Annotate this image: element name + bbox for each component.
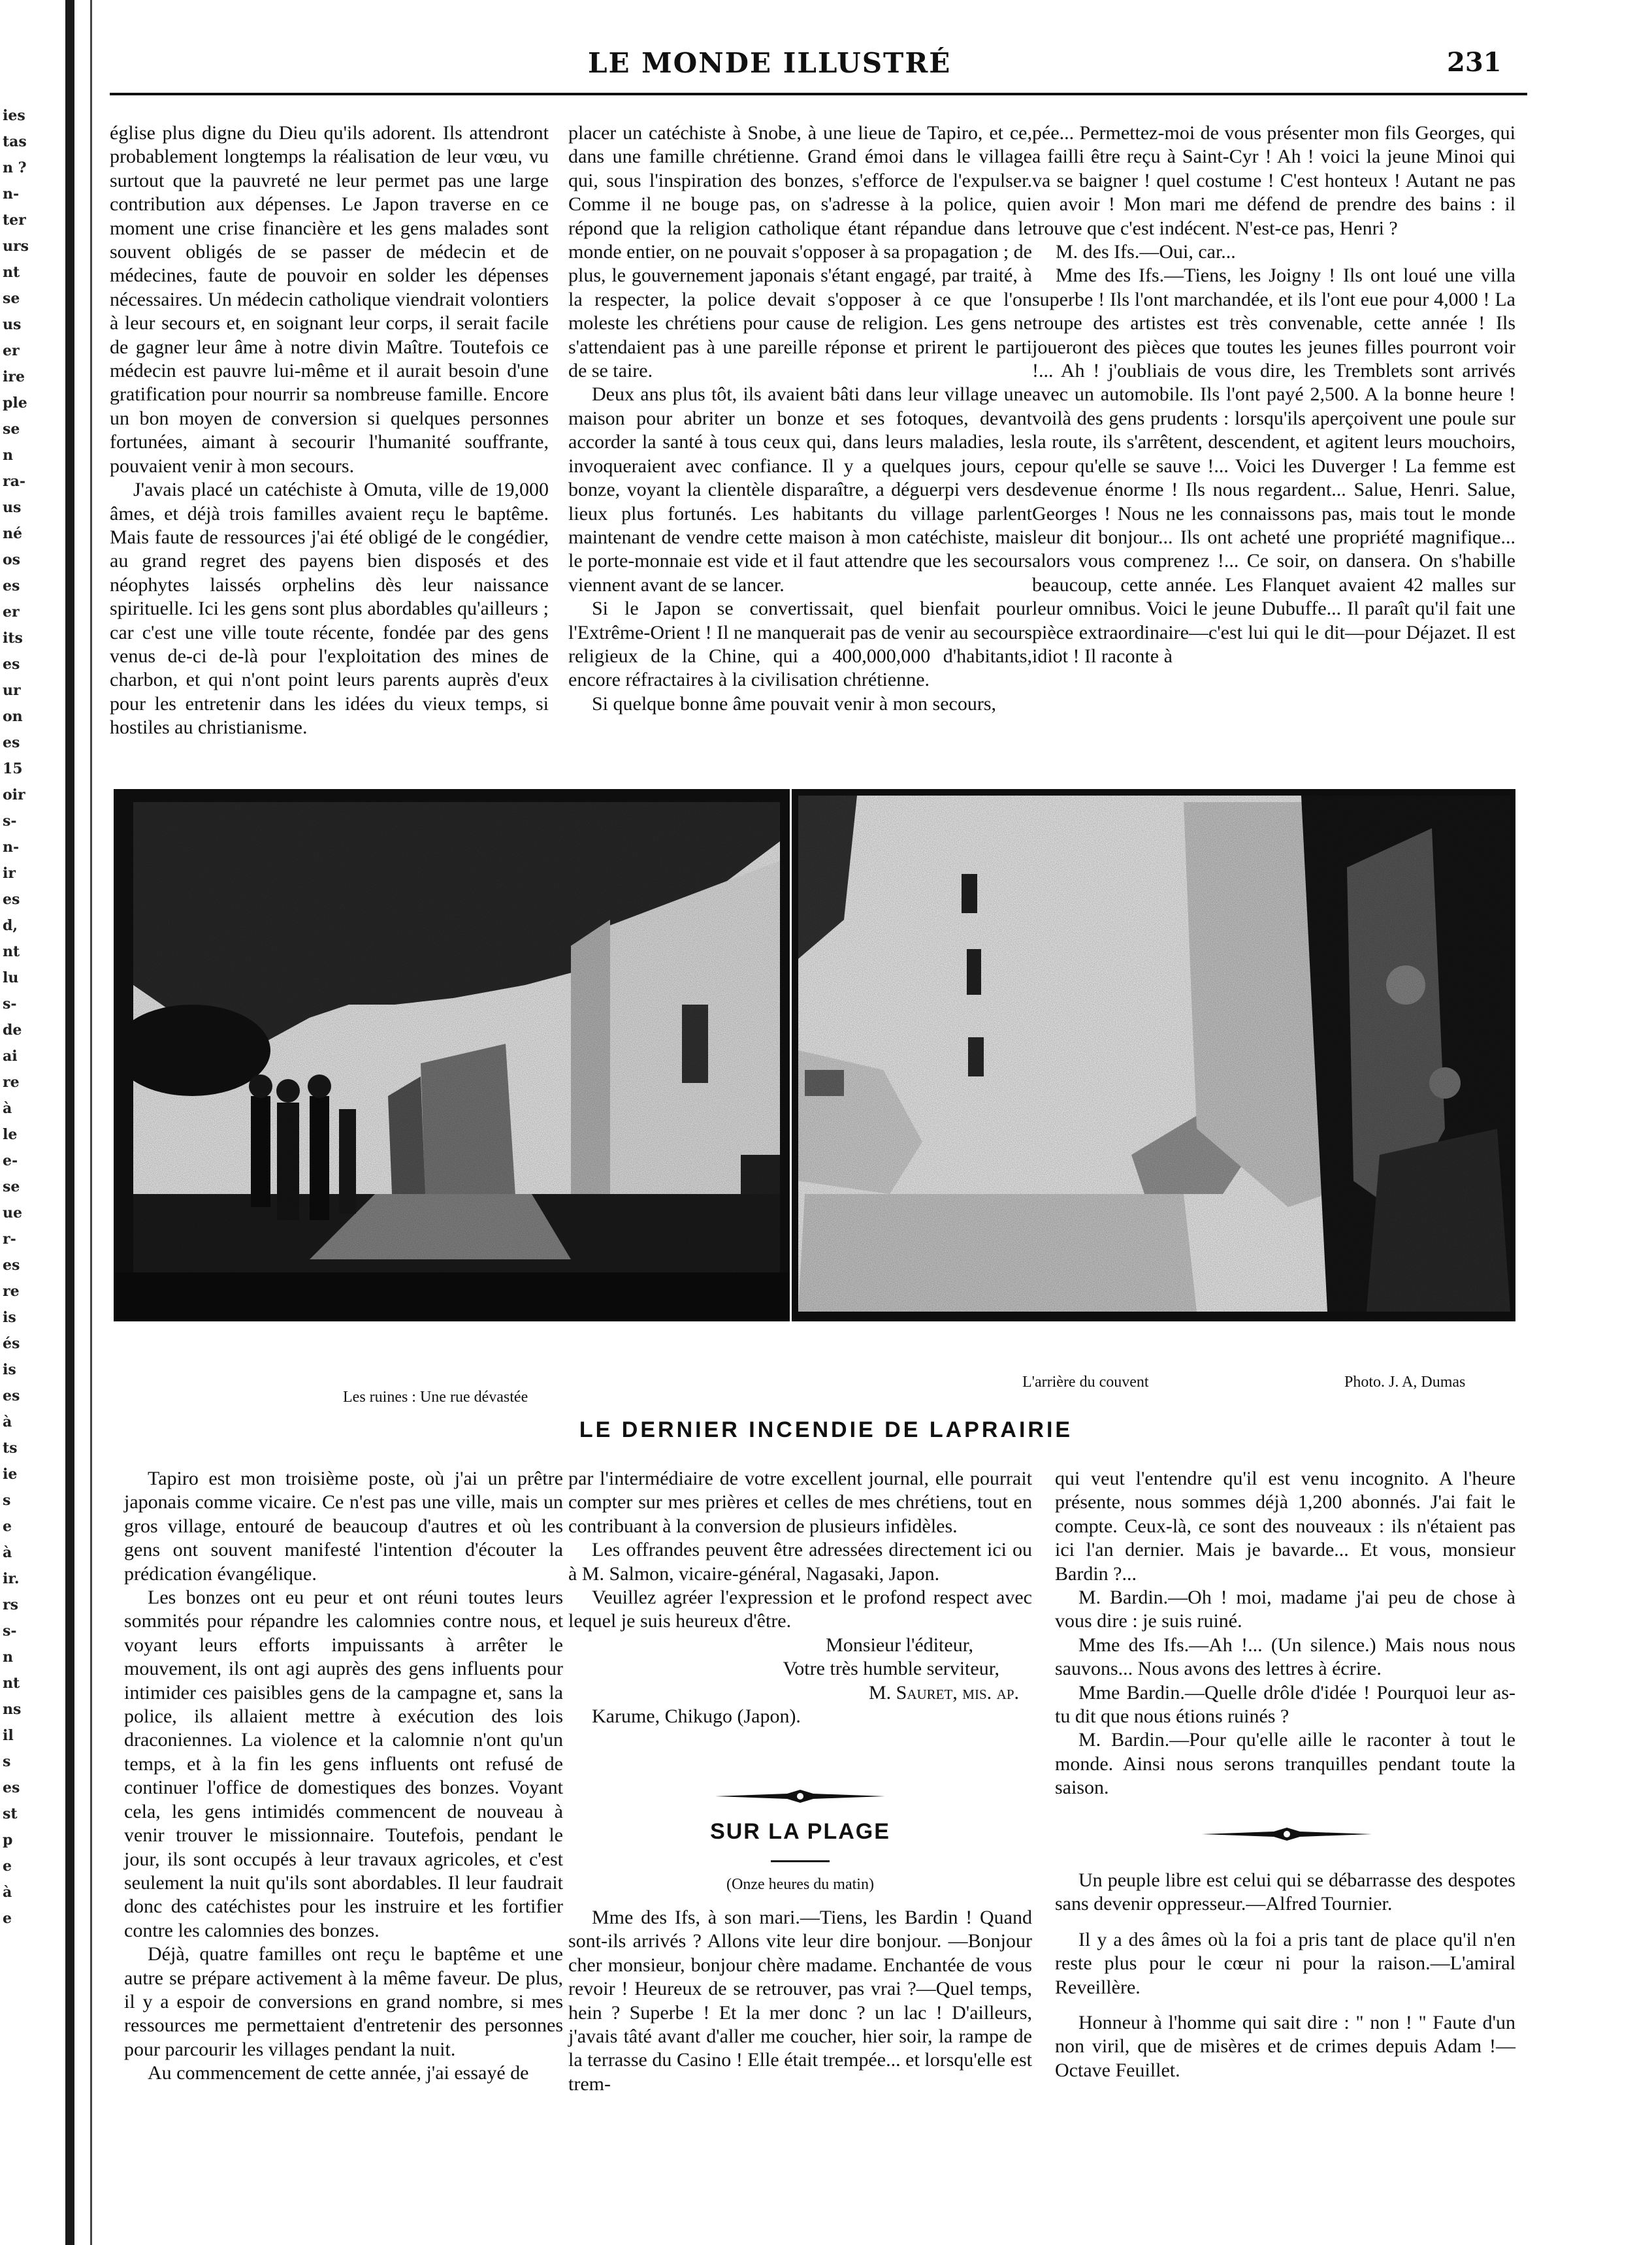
ornament-divider bbox=[715, 1790, 885, 1803]
paragraph: Les offrandes peuvent être adressées directement ici ou à M. Salmon, vicaire-général, Nagasaki, Japon. bbox=[568, 1539, 1032, 1585]
gutter-fragment: urs bbox=[3, 238, 29, 255]
paragraph: Mme des Ifs.—Ah !... (Un silence.) Mais nous nous sauvons... Nous avons des lettres à écrire. bbox=[1055, 1634, 1515, 1680]
gutter-fragment: rs bbox=[3, 1596, 18, 1613]
gutter-fragment: se bbox=[3, 290, 20, 307]
gutter-fragment: ue bbox=[3, 1204, 22, 1221]
gutter-fragment: es bbox=[3, 734, 20, 751]
photo-credit: Photo. J. A, Dumas bbox=[1344, 1374, 1466, 1391]
gutter-fragment: à bbox=[3, 1413, 12, 1430]
gutter-fragment: e bbox=[3, 1858, 12, 1875]
gutter-fragment: nt bbox=[3, 943, 20, 960]
gutter-fragment: e bbox=[3, 1518, 12, 1535]
gutter-fragment: n- bbox=[3, 186, 20, 202]
gutter-fragment: le bbox=[3, 1126, 18, 1143]
paragraph: Si quelque bonne âme pouvait venir à mon secours, bbox=[592, 692, 997, 715]
gutter-fragment: nt bbox=[3, 1675, 20, 1692]
gutter-fragment: és bbox=[3, 1335, 20, 1352]
gutter-fragment: es bbox=[3, 577, 20, 594]
gutter-fragment: es bbox=[3, 1387, 20, 1404]
gutter-fragment: es bbox=[3, 1257, 20, 1274]
paragraph: par l'intermédiaire de votre excellent journal, elle pourrait compter sur mes prières et celles de mes chrétiens, tout en contribuant à la conversion de plusieurs infidèles. bbox=[568, 1468, 1032, 1537]
caption-left-photo: Les ruines : Une rue dévastée bbox=[343, 1389, 528, 1406]
caption-right-photo: L'arrière du couvent bbox=[1022, 1374, 1149, 1391]
dateline: Karume, Chikugo (Japon). bbox=[592, 1705, 801, 1728]
paragraph: M. Bardin.—Pour qu'elle aille le raconter à tout le monde. Ainsi nous serons tranquilles pendant toute la saison. bbox=[1055, 1729, 1515, 1799]
gutter-fragment: p bbox=[3, 1832, 13, 1849]
gutter-fragment: de bbox=[3, 1022, 22, 1039]
plage-text bbox=[568, 1906, 1032, 2096]
column-2-top bbox=[568, 121, 1032, 716]
closing-salutation: Monsieur l'éditeur, bbox=[826, 1634, 973, 1656]
gutter-fragment: n bbox=[3, 447, 13, 464]
binding-edge bbox=[65, 0, 74, 2245]
article-title-sur-la-plage: SUR LA PLAGE bbox=[710, 1819, 890, 1844]
ornament-divider bbox=[1202, 1828, 1372, 1841]
gutter-fragment: ai bbox=[3, 1048, 18, 1065]
gutter-fragment: s bbox=[3, 1753, 11, 1770]
gutter-fragment: on bbox=[3, 708, 23, 725]
paragraph: Au commencement de cette année, j'ai essayé de bbox=[148, 2062, 529, 2084]
gutter-fragment: n ? bbox=[3, 159, 27, 176]
gutter-fragment: ire bbox=[3, 368, 25, 385]
page-number: 231 bbox=[1447, 47, 1502, 78]
paragraph: Mme Bardin.—Quelle drôle d'idée ! Pourquoi leur as-tu dit que nous étions ruinés ? bbox=[1055, 1681, 1515, 1728]
paragraph: J'avais placé un catéchiste à Omuta, ville de 19,000 âmes, et déjà trois familles avaient reçu le baptême. Mais faute de ressources j'ai été obligé de le congédier, au grand regret des payens bien disposés et des néophytes laissés orphelins dès leur naissance spirituelle. Ici les gens sont plus abordables qu'ailleurs ; car c'est une ville toute récente, fondée par des gens venus de-ci de-là pour l'exploitation des mines de charbon, et qui n'ont point leurs parents auprès d'eux pour les entretenir dans les idées du vieux temps, si hostiles au christianisme. bbox=[110, 479, 549, 739]
paragraph: M. des Ifs.—Oui, car... bbox=[1056, 241, 1236, 263]
maxim: Il y a des âmes où la foi a pris tant de place qu'il n'en reste plus pour le cœur ni pour la raison.—L'amiral Reveillère. bbox=[1055, 1928, 1515, 1998]
paragraph: Mme des Ifs, à son mari.—Tiens, les Bardin ! Quand sont-ils arrivés ? Allons vite leur dire bonjour. —Bonjour cher monsieur, bonjour chère madame. Enchantée de vous revoir ! Heureux de se retrouver, pas vrai ?—Quel temps, hein ? Superbe ! Et la mer donc ? un lac ! D'ailleurs, j'avais tâté avant d'aller me coucher, hier soir, la rampe de la terrasse du Casino ! Elle était trempée... et lorsqu'elle est trem- bbox=[568, 1907, 1032, 2095]
gutter-fragment: ir bbox=[3, 865, 16, 882]
header-rule bbox=[110, 93, 1527, 95]
signature: M. Sauret, mis. ap. bbox=[868, 1681, 1019, 1704]
gutter-fragment: ies bbox=[3, 107, 25, 124]
paragraph: Mme des Ifs.—Tiens, les Joigny ! Ils ont loué une villa superbe ! Ils l'ont marchandée, et ils l'ont eue pour 4,000 ! La troupe des artistes est très convenable, cette année ! Ils joueront des pièces que toutes les jeunes filles pourront voir !... Ah ! j'oubliais de vous dire, les Tremblets sont arrivés avec un automobile. Ils l'ont payé 2,500. A la bonne heure ! voilà des gens prudents : lorsqu'ils aperçoivent une poule sur la route, ils s'arrêtent, descendent, et agitent leurs mouchoirs, pour qu'elle se sauve !... Voici les Duverger ! La femme est devenue énorme ! Ils nous regardent... Salue, Henri. Salue, Georges ! Nous ne les connaissons pas, mais tout le monde leur dit bonjour... Ils ont acheté une propriété magnifique... alors vous comprenez !... Ce soir, on dansera. On s'habille beaucoup, cette année. Les Flanquet avaient 42 malles sur leur omnibus. Voici le jeune Dubuffe... Il paraît qu'il fait une pièce extraordinaire—c'est lui qui le dit—pour Déjazet. Il est idiot ! Il raconte à bbox=[1032, 265, 1515, 667]
gutter-fragment: its bbox=[3, 630, 23, 647]
headline: LE DERNIER INCENDIE DE LAPRAIRIE bbox=[579, 1417, 1073, 1442]
paragraph: Veuillez agréer l'expression et le profond respect avec lequel je suis heureux d'être. bbox=[568, 1587, 1032, 1632]
column-1-bottom bbox=[124, 1467, 563, 2086]
gutter-fragment: ra- bbox=[3, 473, 25, 490]
title-underline bbox=[771, 1860, 830, 1862]
maxim: Honneur à l'homme qui sait dire : " non ! " Faute d'un non viril, que de misères et de crimes depuis Adam !—Octave Feuillet. bbox=[1055, 2012, 1515, 2081]
gutter-fragment: d, bbox=[3, 917, 18, 934]
column-1-top bbox=[110, 121, 549, 740]
paragraph: église plus digne du Dieu qu'ils adorent. Ils attendront probablement longtemps la réalisation de leur vœu, vu surtout que la pauvreté ne leur permet pas une large contribution aux dépenses. Le Japon traverse en ce moment une crise financière et les gens malades sont souvent obligés de se passer de médecin et de médecines, faute de pouvoir en solder les dépenses nécessaires. Un médecin catholique viendrait volontiers à leur secours et, en soignant leur corps, il serait facile de gagner leur âme à notre divin Maître. Toutefois ce médecin est pauvre lui-même et il aurait besoin d'une gratification pour nourrir sa nombreuse famille. Encore un bon moyen de conversion si quelques personnes fortunées, aimant à secourir l'humanité souffrante, pouvaient venir à mon secours. bbox=[110, 122, 549, 477]
gutter-fragment: ts bbox=[3, 1440, 18, 1457]
gutter-fragment: ir. bbox=[3, 1570, 20, 1587]
gutter-fragment: es bbox=[3, 656, 20, 673]
gutter-fragment: ter bbox=[3, 212, 26, 229]
gutter-fragment: us bbox=[3, 316, 22, 333]
gutter-fragment: tas bbox=[3, 133, 27, 150]
gutter-fragment: s- bbox=[3, 1623, 17, 1639]
gutter-fragment: n bbox=[3, 1649, 13, 1666]
paragraph: Si le Japon se convertissait, quel bienfait pour l'Extrême-Orient ! Il ne manquerait pas de venir au secours religieux de la Chine, qui a 400,000,000 d'habitants, encore réfractaires à la civilisation chrétienne. bbox=[568, 598, 1032, 691]
gutter-fragment: à bbox=[3, 1100, 12, 1117]
masthead: LE MONDE ILLUSTRÉ bbox=[588, 47, 952, 79]
column-3-top bbox=[1032, 121, 1515, 668]
gutter-fragment: es bbox=[3, 891, 20, 908]
photo-ruined-street bbox=[114, 789, 790, 1321]
gutter-fragment: ur bbox=[3, 682, 21, 699]
gutter-fragment: ple bbox=[3, 395, 27, 412]
gutter-fragment: er bbox=[3, 604, 20, 621]
gutter-fragment: e bbox=[3, 1910, 12, 1927]
column-3-bottom bbox=[1055, 1467, 1515, 1800]
paragraph: qui veut l'entendre qu'il est venu incognito. A l'heure présente, nous sommes déjà 1,200 abonnés. J'ai fait le compte. Ceux-là, ce sont des nouveaux : ils n'étaient pas ici l'an dernier. Mais je bavarde... Et vous, monsieur Bardin ?... bbox=[1055, 1468, 1515, 1585]
gutter-fragment: à bbox=[3, 1884, 12, 1901]
paragraph: Deux ans plus tôt, ils avaient bâti dans leur village une maison pour abriter un bonze et ses fotoques, devant accorder la santé à tous ceux qui, dans leurs maladies, les invoqueraient avec confiance. Il y a quelques jours, ce bonze, voyant la clientèle disparaître, a déguerpi vers des lieux plus fortunés. Les habitants du village parlent maintenant de vendre cette maison à mon catéchiste, mais le porte-monnaie est vide et il faut attendre que les secours viennent avant de se lancer. bbox=[568, 383, 1032, 596]
gutter-fragment: né bbox=[3, 525, 22, 542]
closing-line: Votre très humble serviteur, bbox=[783, 1658, 999, 1680]
gutter-fragment: r- bbox=[3, 1231, 16, 1248]
gutter-fragment: ns bbox=[3, 1701, 22, 1718]
paragraph: M. Bardin.—Oh ! moi, madame j'ai peu de chose à vous dire : je suis ruiné. bbox=[1055, 1587, 1515, 1632]
paragraph: Les bonzes ont eu peur et ont réuni toutes leurs sommités pour répandre les calomnies contre nous, et voyant leurs efforts impuissants à arrêter le mouvement, ils ont agi auprès des gens influents pour intimider ces paisibles gens de la campagne et, sans la police, ils allaient mettre à exécution des lois draconiennes. La violence et la calomnie n'ont qu'un temps, et à la fin les gens influents ont refusé de continuer l'office de domestiques des bonzes. Voyant cela, les gens intimidés commencent de nouveau à venir trouver le missionnaire. Toutefois, pendant le jour, ils sont occupés à leur travaux agricoles, et c'est seulement la nuit qu'ils sont abordables. Il leur faudrait donc des catéchistes pour les instruire et les fortifier contre les calomnies des bonzes. bbox=[124, 1587, 563, 1941]
gutter-fragment: os bbox=[3, 551, 21, 568]
binding-gutter bbox=[0, 0, 98, 2245]
gutter-fragment: is bbox=[3, 1361, 16, 1378]
paragraph: Tapiro est mon troisième poste, où j'ai un prêtre japonais comme vicaire. Ce n'est pas une ville, mais un gros village, entouré de beaucoup d'autres et où les gens ont souvent manifesté l'intention d'écouter la prédication évangélique. bbox=[124, 1468, 563, 1585]
binding-line bbox=[90, 0, 92, 2245]
photo-convent-back bbox=[792, 789, 1515, 1321]
gutter-fragment: st bbox=[3, 1805, 18, 1822]
gutter-fragment: re bbox=[3, 1074, 20, 1091]
gutter-fragment: re bbox=[3, 1283, 20, 1300]
gutter-fragment: lu bbox=[3, 969, 19, 986]
gutter-fragment: nt bbox=[3, 264, 20, 281]
gutter-fragment: oir bbox=[3, 786, 25, 803]
gutter-fragment: s- bbox=[3, 813, 17, 830]
paragraph: pée... Permettez-moi de vous présenter mon fils Georges, qui a failli être reçu à Saint-Cyr ! Ah ! voici la jeune Minoi qui va se baigner ! quel costume ! C'est honteux ! Autant ne pas en avoir ! Mon mari me défend de prendre des bains : il trouve que c'est indécent. N'est-ce pas, Henri ? bbox=[1032, 122, 1515, 239]
gutter-fragment: s- bbox=[3, 995, 17, 1012]
paragraph: Déjà, quatre familles ont reçu le baptême et une autre se prépare activement à la même faveur. De plus, il y a espoir de conversions en grand nombre, si mes ressources me permettaient d'entretenir des personnes pour parcourir les villages pendant la nuit. bbox=[124, 1943, 563, 2060]
gutter-fragment: se bbox=[3, 421, 20, 438]
gutter-fragment: se bbox=[3, 1178, 20, 1195]
gutter-fragment: es bbox=[3, 1779, 20, 1796]
article-subtitle: (Onze heures du matin) bbox=[726, 1876, 874, 1893]
gutter-fragment: e- bbox=[3, 1152, 18, 1169]
paragraph: placer un catéchiste à Snobe, à une lieue de Tapiro, et ce, dans une famille chrétienne. Grand émoi dans le village qui, sous l'inspiration des bonzes, s'efforce de l'expulser. Comme il ne bouge pas, on s'adresse à la police, qui répond que la religion catholique étant répandue dans le monde entier, on ne pouvait s'opposer à sa propagation ; de plus, le gouvernement japonais s'étant engagé, par traité, à la respecter, la police devait s'opposer à ce que l'on moleste les chrétiens pour cause de religion. Les gens ne s'attendaient pas à une pareille réponse et prirent le parti de se taire. bbox=[568, 122, 1032, 382]
gutter-fragment: à bbox=[3, 1544, 12, 1561]
gutter-fragment: er bbox=[3, 342, 20, 359]
column-2-bottom bbox=[568, 1467, 1032, 1728]
gutter-fragment: s bbox=[3, 1492, 11, 1509]
gutter-fragment: is bbox=[3, 1309, 16, 1326]
maxim: Un peuple libre est celui qui se débarrasse des despotes sans devenir oppresseur.—Alfred Tournier. bbox=[1055, 1869, 1515, 1915]
gutter-fragment: 15 bbox=[3, 760, 23, 777]
maxims bbox=[1055, 1865, 1515, 2082]
gutter-fragment: n- bbox=[3, 839, 20, 856]
gutter-fragment: ie bbox=[3, 1466, 18, 1483]
gutter-fragment: il bbox=[3, 1727, 14, 1744]
gutter-fragment: us bbox=[3, 499, 22, 516]
